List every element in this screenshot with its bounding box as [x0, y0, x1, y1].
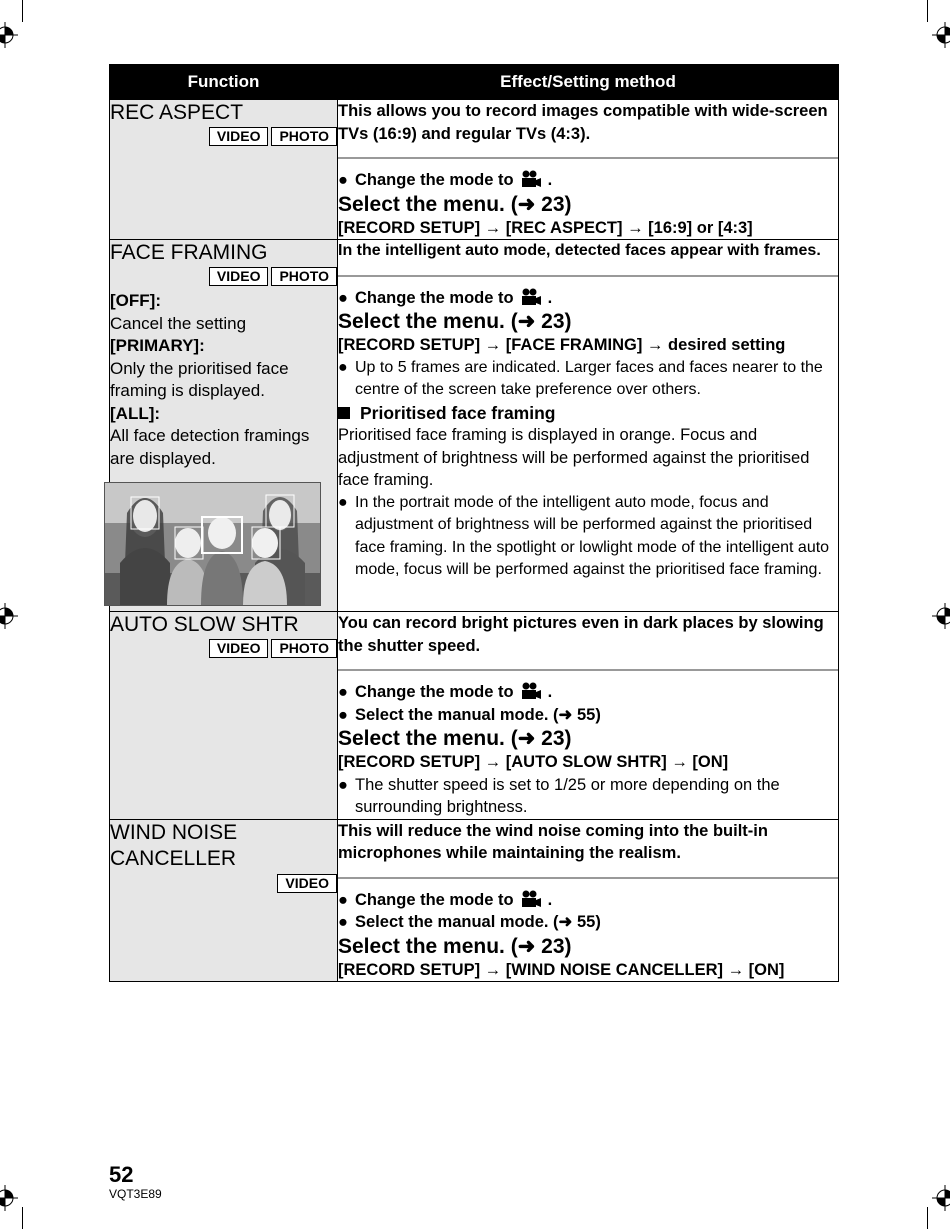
- video-badge: VIDEO: [209, 127, 269, 146]
- bullet-item: ● Change the mode to .: [338, 169, 838, 192]
- bullet-item: ● Change the mode to .: [338, 889, 838, 912]
- crosshair-registration-icon: [0, 603, 18, 629]
- function-title: AUTO SLOW SHTR: [110, 613, 299, 636]
- table-row: [110, 240, 839, 612]
- video-badge: VIDEO: [209, 267, 269, 286]
- function-column-header: Function: [110, 65, 338, 100]
- note-text: The shutter speed is set to 1/25 or more depending on the surrounding brightness.: [355, 775, 780, 816]
- bullet-icon: ●: [338, 288, 348, 307]
- crosshair-registration-icon: [932, 1185, 950, 1211]
- table-row: [110, 100, 839, 240]
- function-title: FACE FRAMING: [110, 241, 268, 264]
- effect-cell: [338, 612, 839, 820]
- crop-mark: [22, 1207, 23, 1229]
- page-number: 52: [109, 1162, 134, 1187]
- change-mode-text: Change the mode to: [355, 890, 514, 909]
- function-cell: [110, 240, 338, 612]
- video-badge: VIDEO: [277, 874, 337, 893]
- bullet-icon: ●: [338, 171, 348, 189]
- document-code: VQT3E89: [109, 1187, 162, 1201]
- menu-path: [RECORD SETUP] → [WIND NOISE CANCELLER] → [ON]: [338, 960, 785, 979]
- bullet-icon: ●: [338, 493, 348, 511]
- bullet-item: [338, 704, 838, 727]
- divider: [338, 669, 838, 671]
- effect-column-header: Effect/Setting method: [338, 65, 839, 100]
- effect-cell: [338, 819, 839, 982]
- mode-badges: [110, 639, 337, 658]
- divider: [338, 157, 838, 159]
- divider: [338, 877, 838, 879]
- bullet-item: ● Change the mode to .: [338, 681, 838, 704]
- option-desc: Cancel the setting: [110, 313, 247, 333]
- function-title-line: WIND NOISE: [110, 820, 238, 844]
- family-photo-face-framing: [104, 482, 321, 606]
- setting-options: [110, 290, 337, 470]
- option-label: [PRIMARY]:: [110, 336, 205, 355]
- option-label: [ALL]:: [110, 403, 161, 423]
- video-camera-mode-icon: [520, 682, 542, 700]
- menu-path-b: desired setting: [668, 336, 786, 354]
- subheading-text: Prioritised face framing: [360, 402, 556, 423]
- crop-mark: [927, 0, 928, 22]
- intro-text: This will reduce the wind noise coming into the built-in microphones while maintaining the realism.: [338, 821, 768, 862]
- bullet-item: [338, 911, 838, 934]
- crosshair-registration-icon: [0, 22, 18, 48]
- note-text: In the portrait mode of the intelligent auto mode, focus and adjustment of brightness will be performed against the prioritised face framing. In the spotlight or lowlight mode of the intelligent auto mode, focus will be performed against the prioritised face framing.: [355, 493, 830, 578]
- function-title-line: CANCELLER: [110, 846, 237, 870]
- function-cell: [110, 100, 338, 240]
- select-menu-text: Select the menu. (➜ 23): [338, 192, 572, 216]
- select-menu-text: Select the menu. (➜ 23): [338, 934, 572, 958]
- crop-mark: [22, 0, 23, 22]
- note-item: [338, 774, 838, 819]
- video-badge: VIDEO: [209, 639, 269, 658]
- crosshair-registration-icon: [0, 1185, 18, 1211]
- option-desc: Only the prioritised face framing is displayed.: [110, 358, 289, 400]
- change-mode-text: Change the mode to: [355, 288, 514, 307]
- intro-text: You can record bright pictures even in dark places by slowing the shutter speed.: [338, 614, 824, 655]
- table-row: [110, 819, 839, 982]
- menu-path: [RECORD SETUP] → [REC ASPECT] → [16:9] or [4:3]: [338, 218, 753, 237]
- bullet-icon: ●: [338, 913, 348, 931]
- bullet-item: ● Change the mode to .: [338, 287, 838, 310]
- bullet-icon: ●: [338, 775, 348, 794]
- function-title: [110, 820, 337, 872]
- function-cell: [110, 612, 338, 820]
- subheading: [338, 402, 838, 425]
- effect-cell: [338, 240, 839, 612]
- video-camera-mode-icon: [520, 288, 542, 306]
- intro-text: This allows you to record images compatible with wide-screen TVs (16:9) and regular TVs (4:3).: [338, 102, 828, 143]
- bullet-icon: ●: [338, 358, 348, 376]
- bullet-icon: ●: [338, 705, 348, 724]
- change-mode-text: Change the mode to: [355, 171, 514, 189]
- menu-function-table: [109, 64, 839, 982]
- crosshair-registration-icon: [932, 22, 950, 48]
- menu-path-a: [RECORD SETUP] → [FACE FRAMING] →: [338, 336, 664, 354]
- mode-badges: [110, 267, 337, 286]
- option-desc: All face detection framings are displayed.: [110, 426, 310, 468]
- bullet-icon: ●: [338, 683, 348, 701]
- option-label: [OFF]:: [110, 291, 161, 310]
- select-menu-text: Select the menu. (➜ 23): [338, 727, 572, 750]
- table-row: [110, 612, 839, 820]
- photo-badge: PHOTO: [271, 267, 337, 286]
- function-cell: [110, 819, 338, 982]
- mode-badges: [110, 874, 337, 893]
- crosshair-registration-icon: [932, 603, 950, 629]
- video-camera-mode-icon: [520, 890, 542, 908]
- function-title: REC ASPECT: [110, 101, 244, 124]
- crop-mark: [927, 1207, 928, 1229]
- bullet-icon: ●: [338, 890, 348, 909]
- divider: [338, 275, 838, 277]
- photo-badge: PHOTO: [271, 639, 337, 658]
- menu-path: [338, 334, 838, 357]
- photo-badge: PHOTO: [271, 127, 337, 146]
- paragraph: Prioritised face framing is displayed in orange. Focus and adjustment of brightness will be performed against the prioritised face framing.: [338, 426, 810, 489]
- manual-mode-text: Select the manual mode. (➜ 55): [355, 705, 601, 724]
- square-bullet-icon: [338, 407, 350, 419]
- manual-mode-text: Select the manual mode. (➜ 55): [355, 913, 601, 931]
- menu-path: [RECORD SETUP] → [AUTO SLOW SHTR] → [ON]: [338, 753, 729, 771]
- note-text: Up to 5 frames are indicated. Larger faces and faces nearer to the centre of the screen take preference over others.: [355, 358, 823, 398]
- note-item: [338, 357, 838, 402]
- note-item: [338, 492, 838, 582]
- select-menu-text: Select the menu. (➜ 23): [338, 310, 572, 333]
- video-camera-mode-icon: [520, 170, 542, 188]
- intro-text: In the intelligent auto mode, detected faces appear with frames.: [338, 242, 821, 259]
- effect-cell: [338, 100, 839, 240]
- change-mode-text: Change the mode to: [355, 683, 514, 701]
- mode-badges: [110, 127, 337, 146]
- table-header-row: [110, 65, 839, 100]
